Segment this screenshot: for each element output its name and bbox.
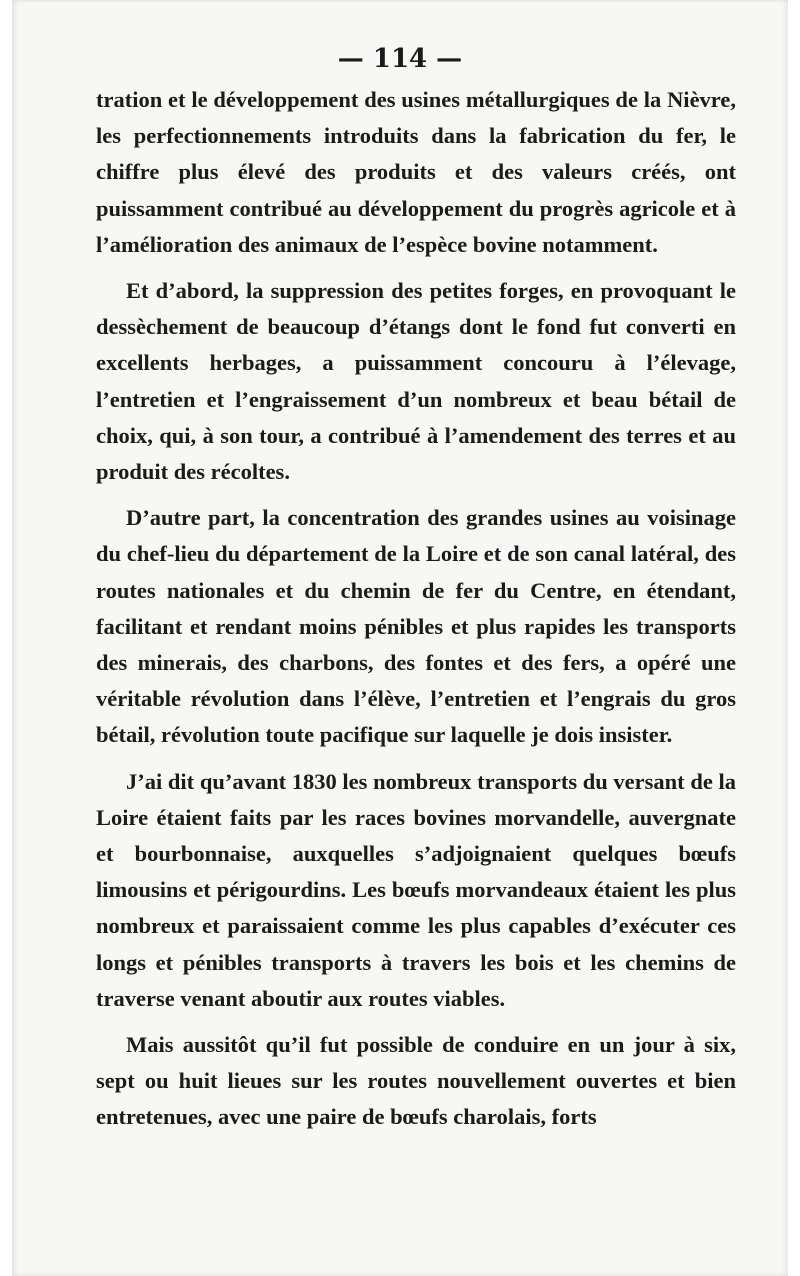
paragraph-3: D’autre part, la concentration des grandes usines au voisinage du chef-lieu du département de la Loire et de son canal latéral, des routes nationales et du chemin de fer du Centre, en étendant, facilitant et rendant moins pénibles et plus rapides les transports des minerais, des charbons, des fontes et des fers, a opéré une véritable révolution dans l’élève, l’entretien et l’engrais du gros bétail, révolution toute pacifique sur laquelle je dois insister.: [96, 505, 736, 748]
paragraph-1: tration et le développement des usines métallurgiques de la Nièvre, les perfectionnements introduits dans la fabrication du fer, le chiffre plus élevé des produits et des valeurs créés, ont puissamment contribué au développement du progrès agricole et à l’amélioration des animaux de l’espèce bovine notamment.: [96, 87, 736, 257]
paragraph-5: Mais aussitôt qu’il fut possible de conduire en un jour à six, sept ou huit lieues sur les routes nouvellement ouvertes et bien entretenues, avec une paire de bœufs charolais, forts: [96, 1032, 736, 1130]
page-body-text: [96, 82, 736, 1136]
paragraph-2: Et d’abord, la suppression des petites forges, en provoquant le dessèchement de beaucoup d’étangs dont le fond fut converti en excellents herbages, a puissamment concouru à l’élevage, l’entretien et l’engraissement d’un nombreux et beau bétail de choix, qui, à son tour, a contribué à l’amendement des terres et au produit des récoltes.: [96, 278, 736, 485]
page-number: — 114 —: [337, 44, 463, 74]
paragraph-4: J’ai dit qu’avant 1830 les nombreux transports du versant de la Loire étaient faits par les races bovines morvandelle, auvergnate et bourbonnaise, auxquelles s’adjoignaient quelques bœufs limousins et périgourdins. Les bœufs morvandeaux étaient les plus nombreux et paraissaient comme les plus capables d’exécuter ces longs et pénibles transports à travers les bois et les chemins de traverse venant aboutir aux routes viables.: [96, 768, 736, 1011]
